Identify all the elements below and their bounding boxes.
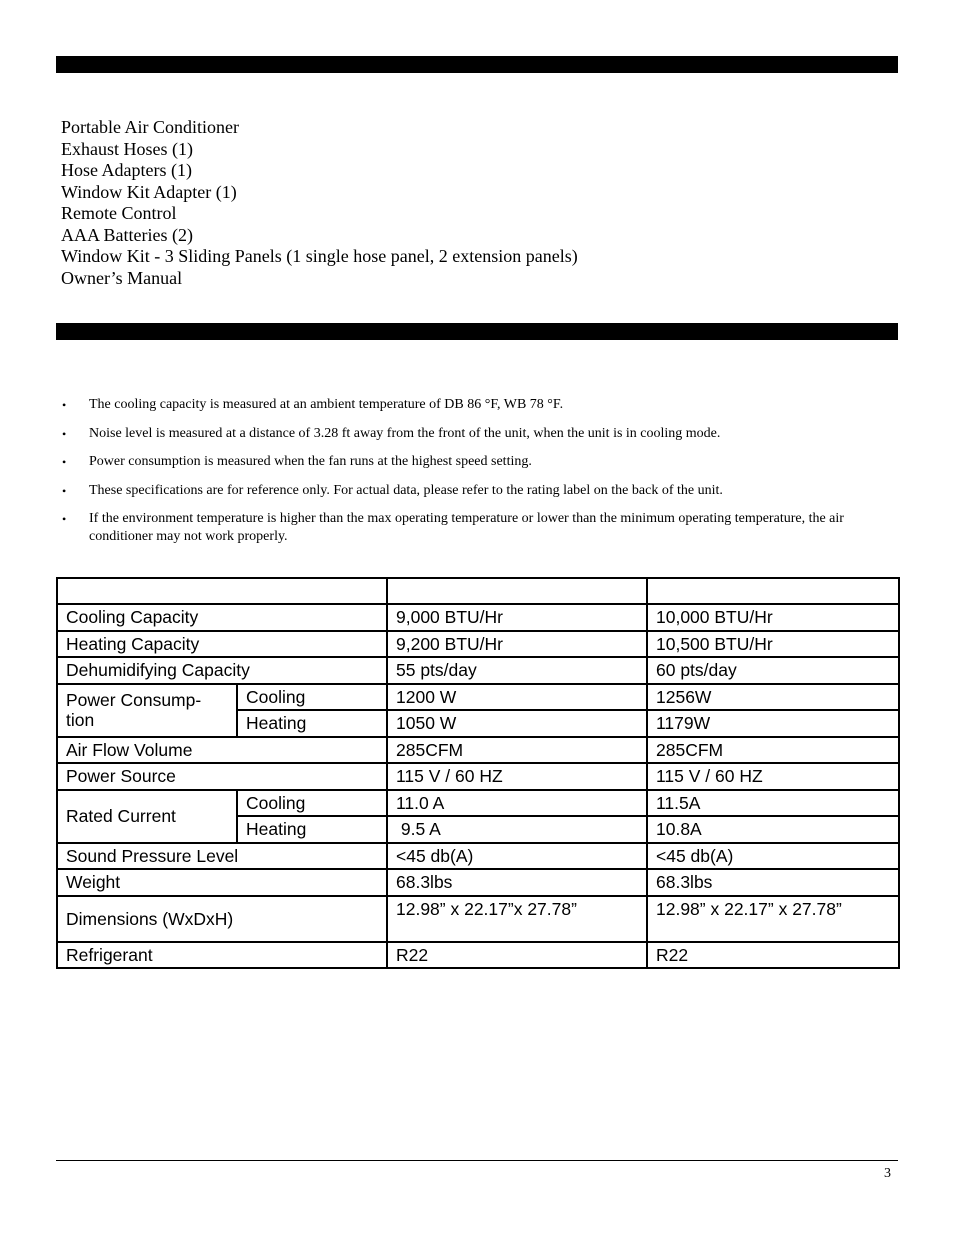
package-contents-list — [61, 117, 578, 289]
row-label: Heating Capacity — [57, 631, 387, 658]
row-label: Air Flow Volume — [57, 737, 387, 764]
table-row — [57, 843, 899, 870]
row-label: Dehumidifying Capacity — [57, 657, 387, 684]
table-cell: 12.98” x 22.17”x 27.78” — [387, 896, 647, 942]
table-header-cell — [647, 578, 899, 604]
table-cell: 60 pts/day — [647, 657, 899, 684]
list-item: Window Kit - 3 Sliding Panels (1 single hose panel, 2 extension panels) — [61, 246, 578, 266]
sub-label: Heating — [237, 710, 387, 737]
footer-divider — [56, 1160, 898, 1161]
table-cell: <45 db(A) — [387, 843, 647, 870]
table-row — [57, 869, 899, 896]
table-row — [57, 631, 899, 658]
table-cell: 11.5A — [647, 790, 899, 817]
list-item: Owner’s Manual — [61, 267, 183, 288]
table-row — [57, 604, 899, 631]
table-cell: 9,000 BTU/Hr — [387, 604, 647, 631]
section-header-bar — [56, 323, 898, 340]
table-cell: 10.8A — [647, 816, 899, 843]
list-item: AAA Batteries (2) — [61, 224, 193, 245]
table-cell: R22 — [647, 942, 899, 969]
table-row — [57, 684, 899, 711]
table-row — [57, 737, 899, 764]
table-cell: 1200 W — [387, 684, 647, 711]
table-cell: 68.3lbs — [387, 869, 647, 896]
list-item: Portable Air Conditioner — [61, 117, 239, 137]
table-cell: 10,000 BTU/Hr — [647, 604, 899, 631]
row-label: Dimensions (WxDxH) — [57, 896, 387, 942]
table-cell: 12.98” x 22.17” x 27.78” — [647, 896, 899, 942]
table-header-row — [57, 578, 899, 604]
table-cell: R22 — [387, 942, 647, 969]
note-text: Noise level is measured at a distance of 3.28 ft away from the front of the unit, when the unit is in cooling mode. — [89, 425, 721, 441]
bullet-icon: • — [62, 483, 67, 498]
row-label: Weight — [57, 869, 387, 896]
table-cell: 9,200 BTU/Hr — [387, 631, 647, 658]
note-item — [62, 482, 898, 500]
sub-label: Cooling — [237, 790, 387, 817]
note-item — [62, 396, 898, 414]
list-item: Remote Control — [61, 203, 177, 223]
sub-label: Heating — [237, 816, 387, 843]
row-label: Cooling Capacity — [57, 604, 387, 631]
list-item: Exhaust Hoses (1) — [61, 138, 193, 159]
table-row — [57, 763, 899, 790]
note-text: If the environment temperature is higher than the max operating temperature or lower than the minimum operating temperature, the air conditioner may not work properly. — [89, 511, 844, 544]
table-cell: 1050 W — [387, 710, 647, 737]
section-header-bar — [56, 56, 898, 73]
specification-notes-list — [62, 396, 898, 557]
table-header-cell — [57, 578, 387, 604]
page-number: 3 — [884, 1166, 891, 1181]
note-item — [62, 453, 898, 471]
bullet-icon: • — [62, 512, 67, 526]
specifications-table — [56, 577, 900, 969]
list-item: Hose Adapters (1) — [61, 160, 192, 180]
note-text: These specifications are for reference only. For actual data, please refer to the rating label on the back of the unit. — [89, 482, 723, 498]
table-cell: 11.0 A — [387, 790, 647, 817]
table-cell: 285CFM — [387, 737, 647, 764]
table-header-cell — [387, 578, 647, 604]
row-label: Power Source — [57, 763, 387, 790]
table-cell: 115 V / 60 HZ — [387, 763, 647, 790]
table-cell: 10,500 BTU/Hr — [647, 631, 899, 658]
table-cell: 1179W — [647, 710, 899, 737]
note-text: Power consumption is measured when the fan runs at the highest speed setting. — [89, 454, 532, 469]
row-label: Refrigerant — [57, 942, 387, 969]
table-cell: 55 pts/day — [387, 657, 647, 684]
table-row — [57, 790, 899, 817]
table-cell: 9.5 A — [387, 816, 647, 843]
table-cell: 1256W — [647, 684, 899, 711]
table-cell: <45 db(A) — [647, 843, 899, 870]
table-row — [57, 657, 899, 684]
note-item — [62, 510, 898, 546]
table-row — [57, 896, 899, 942]
list-item: Window Kit Adapter (1) — [61, 181, 237, 202]
table-row — [57, 942, 899, 969]
bullet-icon: • — [62, 398, 67, 412]
sub-label: Cooling — [237, 684, 387, 711]
table-cell: 115 V / 60 HZ — [647, 763, 899, 790]
note-text: The cooling capacity is measured at an ambient temperature of DB 86 °F, WB 78 °F. — [89, 397, 564, 412]
row-label: Sound Pressure Level — [57, 843, 387, 870]
bullet-icon: • — [62, 426, 67, 441]
table-cell: 285CFM — [647, 737, 899, 764]
note-item — [62, 425, 898, 443]
bullet-icon: • — [62, 455, 67, 469]
table-cell: 68.3lbs — [647, 869, 899, 896]
row-label: Rated Current — [57, 790, 237, 843]
row-label: Power Consump- tion — [57, 684, 237, 737]
